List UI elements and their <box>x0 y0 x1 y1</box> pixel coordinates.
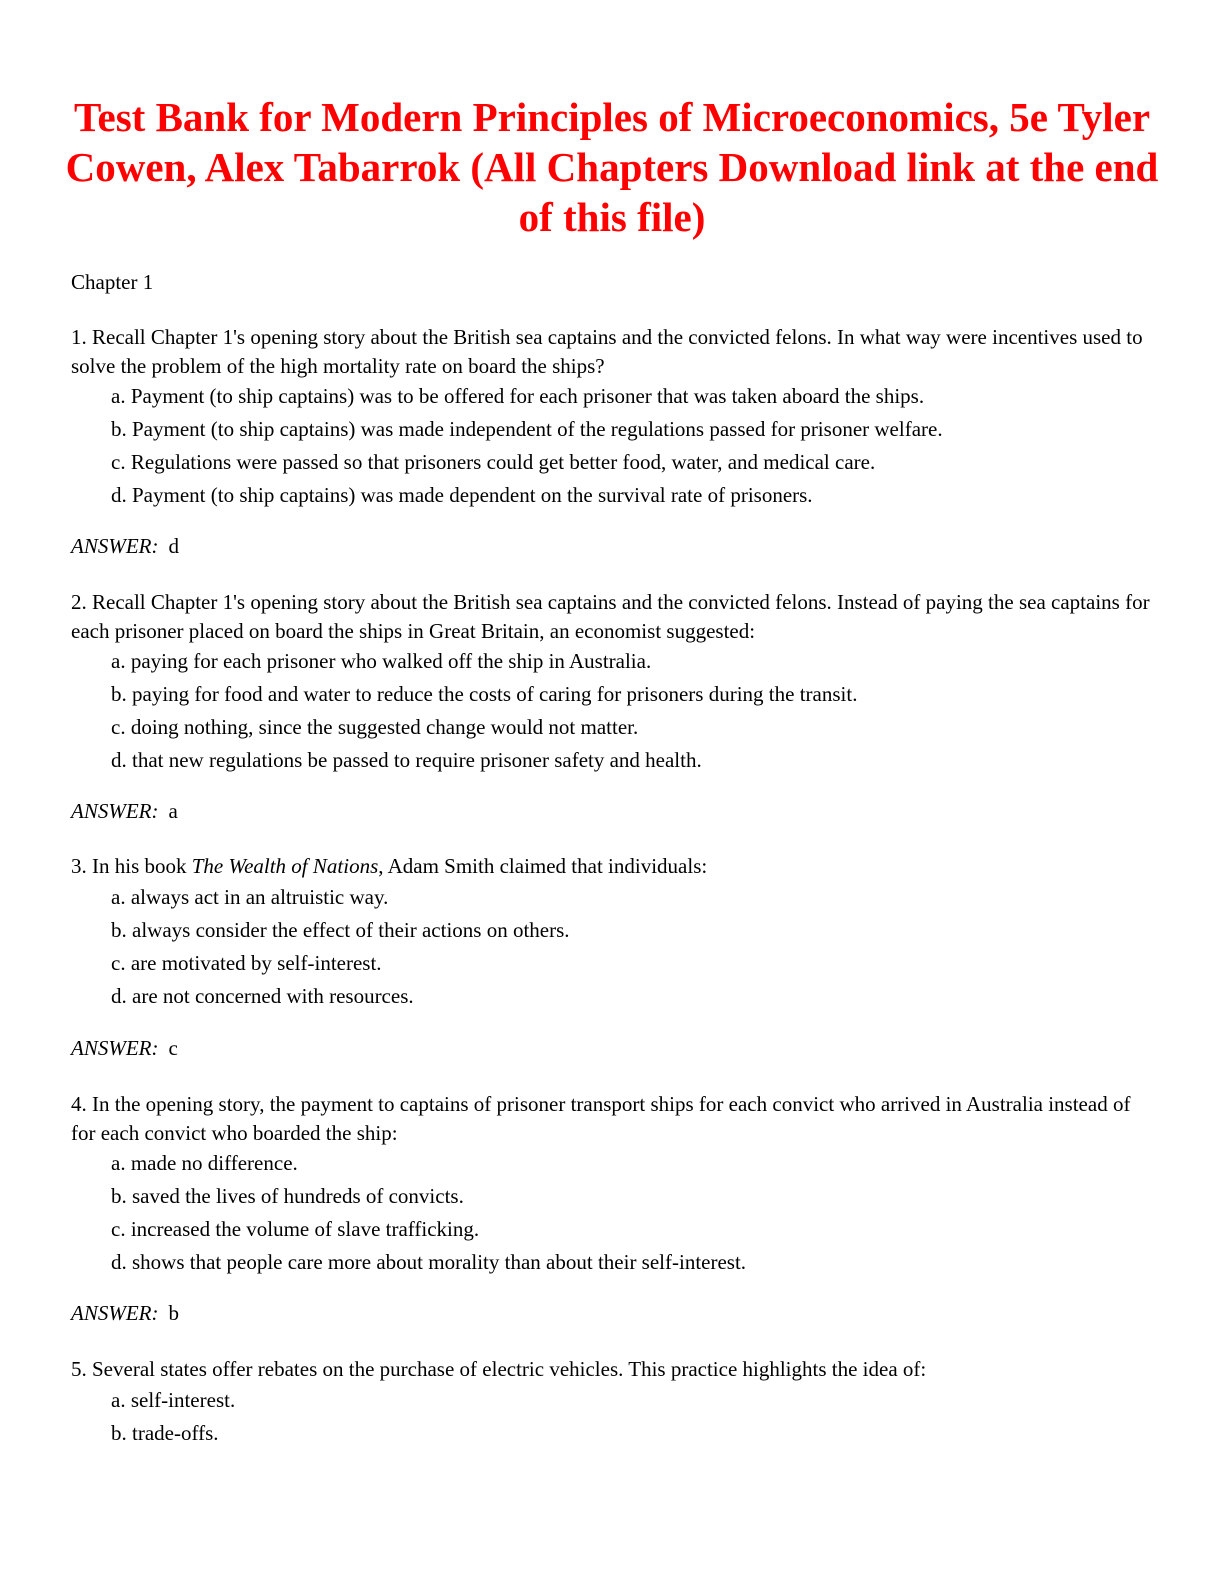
option-a: a. always act in an altruistic way. <box>111 884 389 909</box>
question-stem: 1. Recall Chapter 1's opening story about the British sea captains and the convicted felons. In what way were incentives used to solve the problem of the high mortality rate on board the ships? <box>71 325 1143 378</box>
answer-2 <box>71 797 178 825</box>
option-a: a. Payment (to ship captains) was to be offered for each prisoner that was taken aboard the ships. <box>111 384 925 408</box>
option-list <box>71 647 1151 779</box>
option-d: d. are not concerned with resources. <box>111 983 414 1008</box>
option-list <box>71 1149 1151 1281</box>
question-2 <box>71 588 1151 779</box>
answer-4 <box>71 1299 179 1327</box>
answer-label: ANSWER: <box>71 534 159 558</box>
answer-label: ANSWER: <box>71 1036 159 1060</box>
option-list <box>71 883 1151 1015</box>
question-stem-end: , Adam Smith claimed that individuals: <box>378 854 708 878</box>
question-stem-start: 3. In his book <box>71 854 192 878</box>
document-title: Test Bank for Modern Principles of Microeconomics, 5e Tyler Cowen, Alex Tabarrok (All Chapters Download link at the end of this file) <box>65 94 1159 240</box>
option-b: b. saved the lives of hundreds of convicts. <box>111 1184 464 1208</box>
question-stem: 5. Several states offer rebates on the purchase of electric vehicles. This practice highlights the idea of: <box>71 1357 927 1381</box>
option-b: b. trade-offs. <box>111 1420 219 1445</box>
answer-3 <box>71 1034 178 1062</box>
question-stem: 4. In the opening story, the payment to captains of prisoner transport ships for each convict who arrived in Australia instead of for each convict who boarded the ship: <box>71 1092 1131 1145</box>
answer-value: c <box>168 1036 178 1060</box>
option-a: a. made no difference. <box>111 1151 298 1175</box>
answer-label: ANSWER: <box>71 1301 159 1325</box>
option-list <box>71 1386 1151 1452</box>
option-c: c. doing nothing, since the suggested change would not matter. <box>111 715 639 739</box>
option-d: d. Payment (to ship captains) was made dependent on the survival rate of prisoners. <box>111 483 813 507</box>
answer-value: a <box>168 799 178 823</box>
option-d: d. shows that people care more about morality than about their self-interest. <box>111 1250 747 1274</box>
option-a: a. self-interest. <box>111 1387 236 1412</box>
option-b: b. always consider the effect of their actions on others. <box>111 917 570 942</box>
option-b: b. paying for food and water to reduce the costs of caring for prisoners during the transit. <box>111 682 858 706</box>
option-c: c. are motivated by self-interest. <box>111 950 382 975</box>
question-5 <box>71 1355 1151 1452</box>
answer-label: ANSWER: <box>71 799 159 823</box>
question-stem: 2. Recall Chapter 1's opening story about the British sea captains and the convicted felons. Instead of paying the sea captains for each prisoner placed on board the ships in Great Britain, an economist suggested: <box>71 590 1150 643</box>
option-c: c. increased the volume of slave trafficking. <box>111 1217 480 1241</box>
option-list <box>71 382 1151 514</box>
question-3 <box>71 852 1151 1015</box>
option-d: d. that new regulations be passed to require prisoner safety and health. <box>111 748 702 772</box>
question-1 <box>71 323 1151 514</box>
option-c: c. Regulations were passed so that prisoners could get better food, water, and medical care. <box>111 450 876 474</box>
question-stem <box>71 852 1151 881</box>
chapter-heading: Chapter 1 <box>71 270 154 294</box>
book-title: The Wealth of Nations <box>191 854 379 878</box>
answer-value: d <box>168 534 179 558</box>
question-4 <box>71 1090 1151 1281</box>
option-b: b. Payment (to ship captains) was made independent of the regulations passed for prisoner welfare. <box>111 417 943 441</box>
option-a: a. paying for each prisoner who walked off the ship in Australia. <box>111 649 652 673</box>
answer-1 <box>71 532 179 560</box>
answer-value: b <box>168 1301 179 1325</box>
